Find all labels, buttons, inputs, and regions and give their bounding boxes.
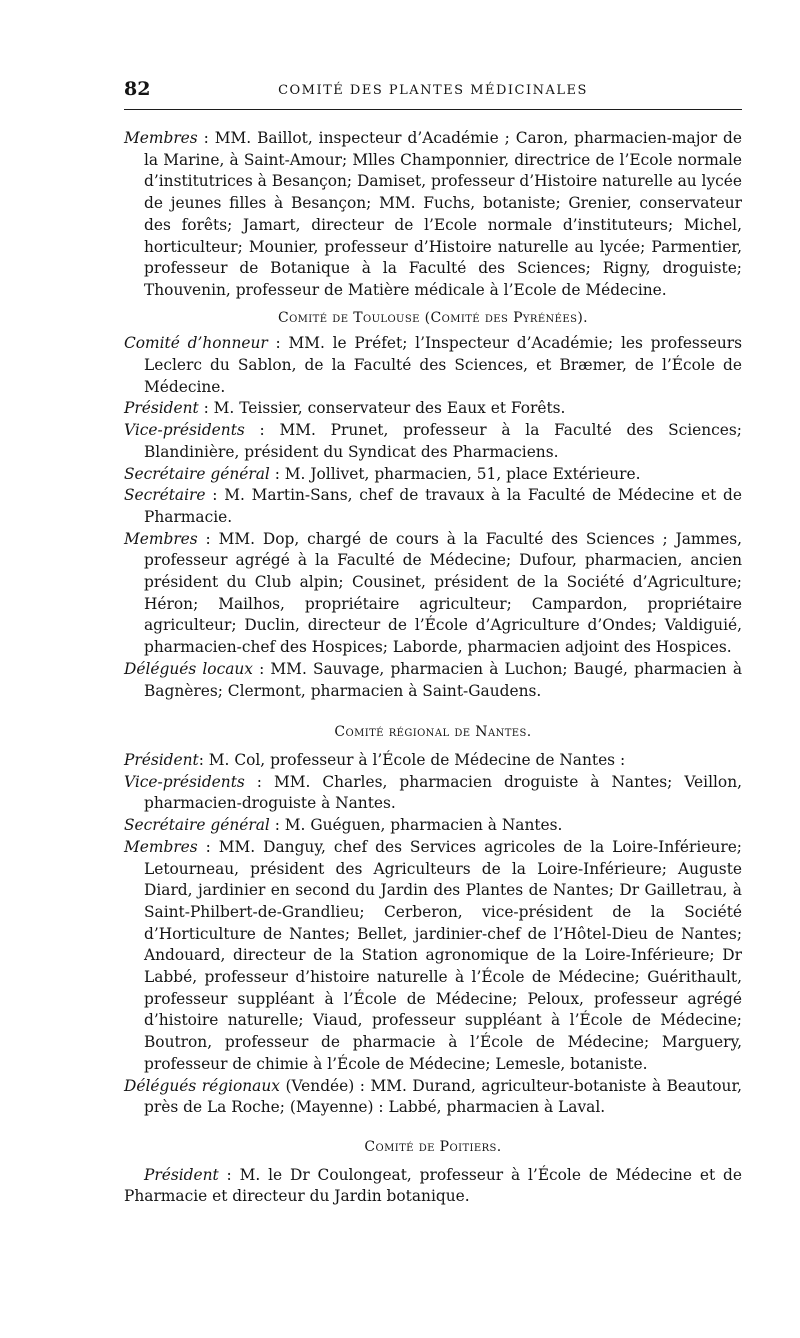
toulouse-honour-entry — [124, 333, 742, 398]
toulouse-president-entry — [124, 398, 742, 420]
poitiers-heading: Comité de Poitiers. — [364, 1138, 502, 1155]
nantes-members-entry — [124, 837, 742, 1076]
entry-label: Président — [144, 1165, 219, 1184]
page-body — [124, 128, 742, 1208]
header-rule — [124, 109, 742, 110]
entry-text: : M. Teissier, conservateur des Eaux et Forêts. — [198, 399, 566, 418]
page-header — [124, 76, 742, 110]
toulouse-heading: Comité de Toulouse (Comité des Pyrénées). — [277, 309, 589, 326]
entry-label: Secrétaire général — [124, 816, 270, 835]
toulouse-vice-presidents-entry — [124, 420, 742, 463]
nantes-regional-delegates-entry — [124, 1076, 742, 1119]
besancon-members-entry — [124, 128, 742, 302]
toulouse-secretary-general-entry — [124, 464, 742, 486]
entry-label: Membres — [124, 129, 198, 147]
entry-text: : MM. Charles, pharmacien droguiste à Nantes; Veillon, pharmacien-droguiste à Nantes. — [144, 772, 742, 813]
toulouse-members-entry — [124, 529, 742, 659]
entry-text: : M. Jollivet, pharmacien, 51, place Extérieure. — [269, 464, 641, 483]
entry-text: : MM. Danguy, chef des Services agricoles de la Loire-Inférieure; Letourneau, président des Agriculteurs de la Loire-Inférieure; Auguste Diard, jardinier en second du Jardin des Plantes de Nantes; Dr Gailletrau, à Saint-Philbert-de-Grandlieu; Cerberon, vice-président de la Société d’Horticulture de Nantes; Bellet, jardinier-chef de l’Hôtel-Dieu de Nantes; Andouard, directeur de la Station agronomique de la Loire-Inférieure; Dr Labbé, professeur d’histoire naturelle à l’École de Médecine; Guérithault, professeur suppléant à l’École de Médecine; Peloux, professeur agrégé d’histoire naturelle; Viaud, professeur suppléant à l’École de Médecine; Boutron, professeur de pharmacie à l’École de Médecine; Marguery, professeur de chimie à l’École de Médecine; Lemesle, botaniste. — [144, 837, 742, 1073]
entry-label: Membres — [124, 837, 198, 856]
toulouse-local-delegates-entry — [124, 659, 742, 702]
nantes-vice-presidents-entry — [124, 772, 742, 815]
entry-text: : M. le Dr Coulongeat, professeur à l’École de Médecine et de Pharmacie et directeur du Jardin botanique. — [124, 1165, 742, 1206]
entry-label: Délégués régionaux — [124, 1076, 280, 1095]
running-title: COMITÉ DES PLANTES MÉDICINALES — [278, 83, 588, 98]
entry-label: Secrétaire — [124, 486, 206, 505]
entry-text: : MM. Prunet, professeur à la Faculté des Sciences; Blandinière, président du Syndicat des Pharmaciens. — [144, 421, 742, 461]
entry-text: : M. Guéguen, pharmacien à Nantes. — [269, 816, 563, 835]
nantes-secretary-general-entry — [124, 815, 742, 837]
entry-label: Secrétaire général — [124, 464, 270, 483]
entry-label: Comité d’honneur — [124, 334, 268, 353]
entry-label: Vice-présidents — [124, 421, 245, 440]
entry-label: Vice-présidents — [124, 772, 245, 791]
entry-text: : MM. Dop, chargé de cours à la Faculté des Sciences ; Jammes, professeur agrégé à la Faculté de Médecine; Dufour, pharmacien, ancien président du Club alpin; Cousinet, président de la Société d’Agriculture; Héron; Mailhos, propriétaire agriculteur; Campardon, propriétaire agriculteur; Duclin, directeur de l’École d’Agriculture d’Ondes; Valdiguié, pharmacien-chef des Hospices; Laborde, pharmacien adjoint des Hospices. — [144, 529, 742, 657]
nantes-president-entry — [124, 750, 742, 772]
entry-text: : M. Col, professeur à l’École de Médecine de Nantes : — [198, 750, 626, 769]
entry-text: (Vendée) : MM. Durand, agriculteur-botaniste à Beautour, près de La Roche; (Mayenne) : Labbé, pharmacien à Laval. — [144, 1076, 742, 1117]
entry-label: Membres — [124, 529, 198, 548]
entry-text: : M. Martin-Sans, chef de travaux à la Faculté de Médecine et de Pharmacie. — [144, 486, 742, 526]
nantes-heading: Comité régional de Nantes. — [334, 724, 532, 741]
entry-text: : MM. le Préfet; l’Inspecteur d’Académie; les professeurs Leclerc du Sablon, de la Faculté des Sciences, et Bræmer, de l’École de Médecine. — [144, 334, 743, 396]
toulouse-secretary-entry — [124, 485, 742, 528]
entry-label: Président — [124, 399, 199, 418]
entry-label: Président — [124, 750, 199, 769]
entry-text: : MM. Baillot, inspecteur d’Académie ; Caron, pharmacien-major de la Marine, à Saint-Amour; Mlles Champonnier, directrice de l’Ecole normale d’institutrices à Besançon; Damiset, professeur d’Histoire naturelle au lycée de jeunes filles à Besançon; MM. Fuchs, botaniste; Grenier, conservateur des forêts; Jamart, directeur de l’Ecole normale d’instituteurs; Michel, horticulteur; Mounier, professeur d’Histoire naturelle au lycée; Parmentier, professeur de Botanique à la Faculté des Sciences; Rigny, droguiste; Thouvenin, professeur de Matière médicale à l’Ecole de Médecine. — [144, 129, 743, 299]
entry-text: : MM. Sauvage, pharmacien à Luchon; Baugé, pharmacien à Bagnères; Clermont, pharmacien à Saint-Gaudens. — [144, 659, 743, 700]
page-number: 82 — [124, 78, 151, 100]
poitiers-president-entry — [124, 1165, 742, 1208]
entry-label: Délégués locaux — [124, 659, 253, 678]
